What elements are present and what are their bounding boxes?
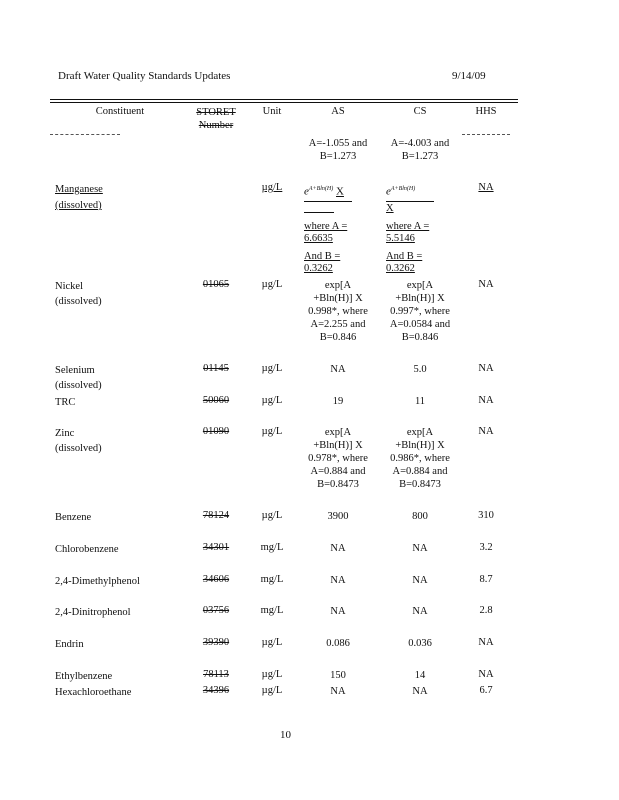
name-line: Selenium	[55, 365, 95, 376]
name-line: 2,4-Dinitrophenol	[55, 607, 131, 618]
cell-line: +Bln(H)] X	[313, 440, 363, 451]
param-line: 0.3262	[304, 263, 333, 274]
param-line: And B =	[386, 251, 423, 262]
header-as: AS	[331, 106, 345, 117]
cell-line: 0.997*, where	[390, 306, 450, 317]
exp-symbol: e	[386, 185, 391, 198]
dimethylphenol-unit: mg/L	[260, 574, 284, 585]
param-line: And B =	[304, 251, 341, 262]
document-date: 9/14/09	[452, 70, 486, 82]
document-title: Draft Water Quality Standards Updates	[58, 70, 231, 82]
trc-name	[55, 395, 185, 410]
exp-superscript: A+Bln(H)	[390, 186, 416, 192]
hexachloroethane-hhs: 6.7	[479, 685, 493, 696]
dinitrophenol-cs	[382, 605, 458, 618]
name-line: Nickel	[55, 281, 83, 292]
cell-line: A=-1.055 and	[308, 138, 368, 149]
name-line: Benzene	[55, 512, 92, 523]
dimethylphenol-name	[55, 574, 185, 589]
header-hhs: HHS	[475, 106, 497, 117]
cell-line: +Bln(H)] X	[395, 293, 445, 304]
cell-line: NA	[330, 543, 346, 554]
chlorobenzene-hhs: 3.2	[479, 542, 493, 553]
manganese-hhs: NA	[478, 182, 494, 193]
name-line: Endrin	[55, 639, 84, 650]
name-line: (dissolved)	[55, 443, 102, 454]
chlorobenzene-cs	[382, 542, 458, 555]
nickel-as	[300, 279, 376, 344]
dimethylphenol-as	[300, 574, 376, 587]
header-unit: Unit	[262, 106, 282, 117]
trc-cs	[382, 395, 458, 408]
header-underline-right	[462, 134, 510, 135]
nickel-unit: µg/L	[261, 279, 283, 290]
endrin-unit: µg/L	[261, 637, 283, 648]
dimethylphenol-hhs: 8.7	[479, 574, 493, 585]
benzene-hhs: 310	[478, 510, 494, 521]
ethylbenzene-storet: 78113	[203, 669, 229, 680]
zinc-as	[300, 426, 376, 491]
cell-line: 11	[414, 396, 426, 407]
cell-line: B=0.8473	[317, 479, 359, 490]
header-constituent: Constituent	[95, 106, 145, 117]
zinc-hhs: NA	[478, 426, 494, 437]
cell-line: 150	[330, 670, 346, 681]
cell-line: NA	[330, 606, 346, 617]
param-line: 5.5146	[386, 233, 415, 244]
name-line: TRC	[55, 397, 76, 408]
header-storet: STORET Number	[196, 107, 236, 131]
chlorobenzene-name	[55, 542, 185, 557]
nickel-hhs: NA	[478, 279, 494, 290]
benzene-as	[300, 510, 376, 523]
cell-line: A=0.0584 and	[389, 319, 451, 330]
cell-line: NA	[412, 686, 428, 697]
cell-line: 3900	[327, 511, 349, 522]
cell-line: 0.978*, where	[308, 453, 368, 464]
cell-line: 5.0	[413, 364, 427, 375]
zinc-cs	[382, 426, 458, 491]
zinc-storet: 01090	[202, 426, 230, 437]
times-symbol: X	[336, 185, 344, 198]
dinitrophenol-unit: mg/L	[260, 605, 284, 616]
endrin-storet: 39390	[202, 637, 230, 648]
benzene-storet: 78124	[202, 510, 230, 521]
carryover-cs-cell	[382, 137, 458, 163]
page-number: 10	[280, 729, 291, 741]
dinitrophenol-storet: 03756	[202, 605, 230, 616]
endrin-as	[300, 637, 376, 650]
selenium-as	[300, 363, 376, 376]
ethylbenzene-as	[300, 669, 376, 682]
cell-line: B=0.846	[401, 332, 439, 343]
trc-hhs: NA	[478, 395, 494, 406]
cell-line: NA	[412, 606, 428, 617]
exp-symbol: e	[304, 185, 309, 198]
cell-line: B=1.273	[319, 151, 357, 162]
trc-unit: µg/L	[261, 395, 283, 406]
manganese-cs-formula	[386, 182, 444, 215]
endrin-name	[55, 637, 185, 652]
ethylbenzene-cs	[382, 669, 458, 682]
benzene-name	[55, 510, 185, 525]
name-line: 2,4-Dimethylphenol	[55, 576, 140, 587]
nickel-cs	[382, 279, 458, 344]
param-line: 0.3262	[386, 263, 415, 274]
manganese-as-params	[304, 221, 347, 275]
cell-line: +Bln(H)] X	[313, 293, 363, 304]
cell-line: A=2.255 and	[310, 319, 366, 330]
cell-line: A=-4.003 and	[390, 138, 450, 149]
dimethylphenol-storet: 34606	[202, 574, 230, 585]
cell-line: NA	[330, 686, 346, 697]
manganese-name-line2: (dissolved)	[55, 200, 102, 211]
cell-line: NA	[412, 575, 428, 586]
cell-line: 14	[414, 670, 426, 681]
selenium-unit: µg/L	[261, 363, 283, 374]
endrin-hhs: NA	[478, 637, 494, 648]
table-top-rule	[50, 99, 518, 100]
cell-line: 0.986*, where	[390, 453, 450, 464]
benzene-unit: µg/L	[261, 510, 283, 521]
dinitrophenol-hhs: 2.8	[479, 605, 493, 616]
cell-line: NA	[330, 364, 346, 375]
hexachloroethane-unit: µg/L	[261, 685, 283, 696]
cell-line: 0.998*, where	[308, 306, 368, 317]
cell-line: 0.086	[326, 638, 350, 649]
benzene-cs	[382, 510, 458, 523]
name-line: (dissolved)	[55, 296, 102, 307]
cell-line: B=1.273	[401, 151, 439, 162]
cell-line: 19	[332, 396, 344, 407]
selenium-cs	[382, 363, 458, 376]
dinitrophenol-as	[300, 605, 376, 618]
name-line: Hexachloroethane	[55, 687, 132, 698]
cell-line: exp[A	[324, 280, 352, 291]
trc-as	[300, 395, 376, 408]
ethylbenzene-name	[55, 669, 185, 684]
nickel-storet: 01065	[202, 279, 230, 290]
chlorobenzene-storet: 34301	[202, 542, 230, 553]
chlorobenzene-unit: mg/L	[260, 542, 284, 553]
header-underline-left	[50, 134, 120, 135]
times-symbol: X	[386, 202, 394, 214]
chlorobenzene-as	[300, 542, 376, 555]
hexachloroethane-cs	[382, 685, 458, 698]
cell-line: NA	[412, 543, 428, 554]
cell-line: +Bln(H)] X	[395, 440, 445, 451]
selenium-storet: 01145	[203, 363, 229, 374]
header-cs: CS	[413, 106, 427, 117]
cell-line: B=0.8473	[399, 479, 441, 490]
manganese-cs-params	[386, 221, 429, 275]
nickel-name	[55, 279, 185, 309]
ethylbenzene-hhs: NA	[478, 669, 494, 680]
zinc-unit: µg/L	[261, 426, 283, 437]
cell-line: exp[A	[406, 427, 434, 438]
name-line: Chlorobenzene	[55, 544, 119, 555]
name-line: Zinc	[55, 428, 75, 439]
param-line: 6.6635	[304, 233, 333, 244]
param-line: where A =	[304, 221, 348, 232]
ethylbenzene-unit: µg/L	[261, 669, 283, 680]
cell-line: exp[A	[324, 427, 352, 438]
manganese-unit: µg/L	[261, 182, 283, 193]
hexachloroethane-name	[55, 685, 185, 700]
cell-line: A=0.884 and	[310, 466, 366, 477]
selenium-hhs: NA	[478, 363, 494, 374]
cell-line: NA	[330, 575, 346, 586]
hexachloroethane-storet: 34396	[202, 685, 230, 696]
cell-line: exp[A	[406, 280, 434, 291]
exp-superscript: A+Bln(H)	[308, 186, 334, 192]
cell-line: B=0.846	[319, 332, 357, 343]
dinitrophenol-name	[55, 605, 185, 620]
table-top-rule-2	[50, 102, 518, 103]
manganese-as-formula	[304, 182, 362, 213]
carryover-as-cell	[300, 137, 376, 163]
hexachloroethane-as	[300, 685, 376, 698]
cell-line: 0.036	[408, 638, 432, 649]
name-line: Ethylbenzene	[55, 671, 113, 682]
selenium-name	[55, 363, 185, 393]
zinc-name	[55, 426, 185, 456]
endrin-cs	[382, 637, 458, 650]
name-line: (dissolved)	[55, 380, 102, 391]
cell-line: 800	[412, 511, 428, 522]
trc-storet: 50060	[202, 395, 230, 406]
dimethylphenol-cs	[382, 574, 458, 587]
manganese-name: Manganese	[55, 184, 103, 195]
cell-line: A=0.884 and	[392, 466, 448, 477]
param-line: where A =	[386, 221, 430, 232]
